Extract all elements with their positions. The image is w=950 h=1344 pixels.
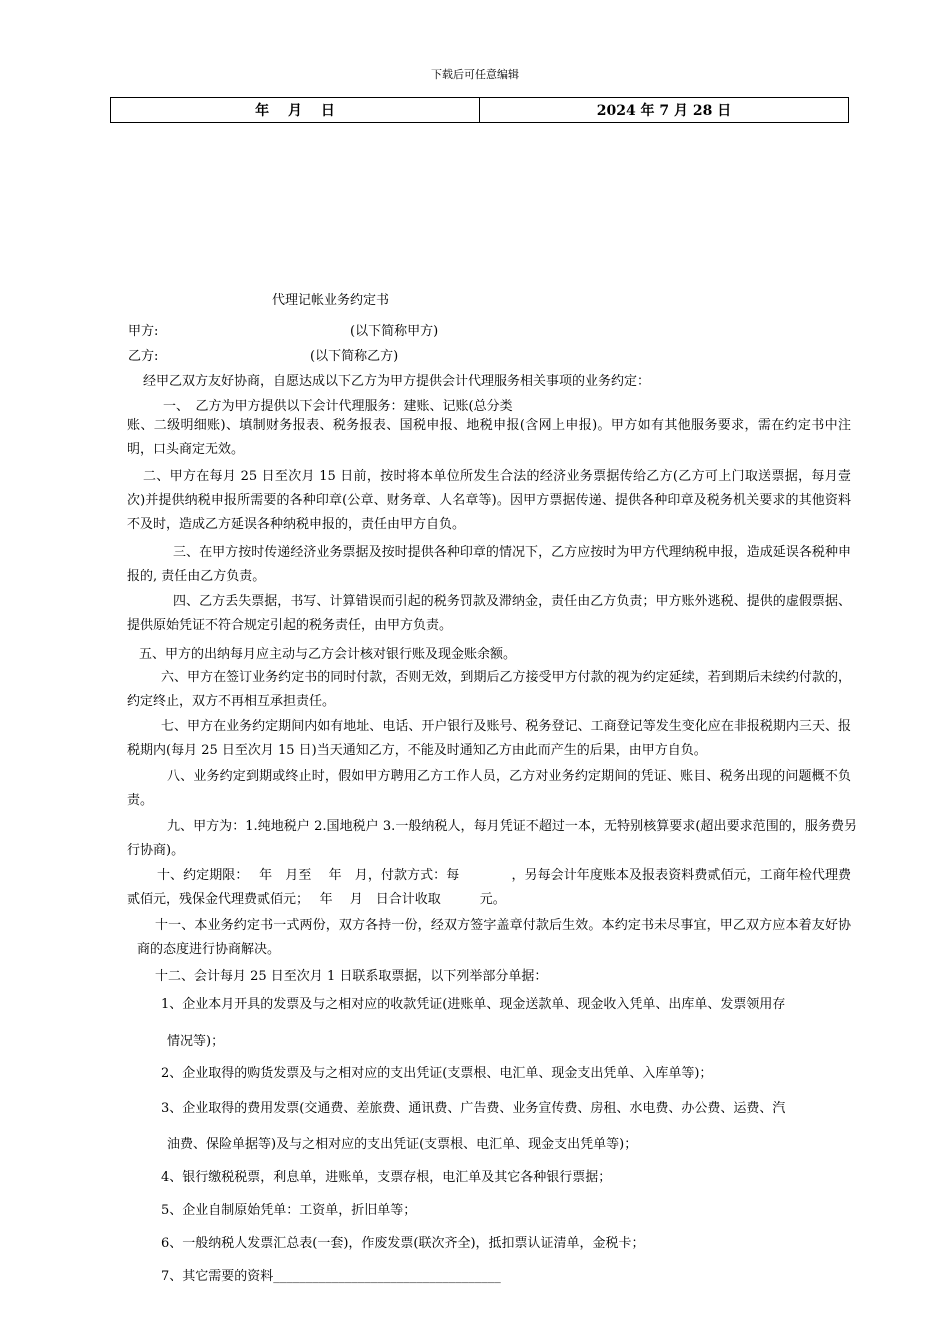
clause-10: 十、约定期限： 年 月至 年 月，付款方式：每 ，另每会计年度账本及报表资料费贰佰元，工商年检代理费贰佰元，残保金代理费贰佰元； 年 月 日合计收取 元。	[127, 868, 851, 907]
clause-12: 十二、会计每月 25 日至次月 1 日联系取票据，以下列举部分单据：	[155, 969, 548, 984]
clause-7: 七、甲方在业务约定期间内如有地址、电话、开户银行及账号、税务登记、工商登记等发生变化应在非报税期内三天、报税期内(每月 25 日至次月 15 日)当天通知乙方，不能及时通知乙方由此而产生的后果，由甲方自负。	[127, 719, 851, 758]
clause-5: 五、甲方的出纳每月应主动与乙方会计核对银行账及现金账余额。	[139, 647, 517, 662]
item-3-line-2: 油费、保险单据等)及与之相对应的支出凭证(支票根、电汇单、现金支出凭单等)；	[167, 1137, 638, 1152]
intro-text: 经甲乙双方友好协商，自愿达成以下乙方为甲方提供会计代理服务相关事项的业务约定：	[143, 374, 651, 389]
item-2: 2、企业取得的购货发票及与之相对应的支出凭证(支票根、电汇单、现金支出凭单、入库单等)；	[161, 1066, 713, 1081]
clause-6: 六、甲方在签订业务约定书的同时付款，否则无效，到期后乙方接受甲方付款的视为约定延续，若到期后未续约付款的，约定终止，双方不再相互承担责任。	[127, 670, 851, 709]
item-5: 5、企业自制原始凭单：工资单，折旧单等；	[161, 1203, 417, 1218]
date-table	[110, 97, 849, 123]
clause-9: 九、甲方为：1.纯地税户 2.国地税户 3.一般纳税人，每月凭证不超过一本，无特别核算要求(超出要求范围的，服务费另行协商)。	[127, 819, 857, 858]
item-1-line-2: 情况等)；	[167, 1034, 225, 1049]
page-header-note: 下载后可任意编辑	[431, 68, 519, 81]
item-6: 6、一般纳税人发票汇总表(一套)，作废发票(联次齐全)，抵扣票认证清单，金税卡；	[161, 1236, 645, 1251]
clause-11: 十一、本业务约定书一式两份，双方各持一份，经双方签字盖章付款后生效。本约定书未尽事宜，甲乙双方应本着友好协商的态度进行协商解决。	[137, 918, 851, 957]
clause-3: 三、在甲方按时传递经济业务票据及按时提供各种印章的情况下，乙方应按时为甲方代理纳税申报，造成延误各税种申报的, 责任由乙方负责。	[127, 545, 851, 584]
item-1-line-1: 1、企业本月开具的发票及与之相对应的收款凭证(进账单、现金送款单、现金收入凭单、出库单、发票领用存	[161, 997, 786, 1012]
party-b-label: 乙方:	[128, 349, 159, 364]
clause-1-rest: 账、二级明细账)、填制财务报表、税务报表、国税申报、地税申报(含网上申报)。甲方如有其他服务要求，需在约定书中注明，口头商定无效。	[127, 418, 851, 457]
date-cell-blank: 年 月 日	[255, 103, 335, 119]
clause-2: 二、甲方在每月 25 日至次月 15 日前，按时将本单位所发生合法的经济业务票据传给乙方(乙方可上门取送票据，每月壹次)并提供纳税申报所需要的各种印章(公章、财务章、人名章等)。因甲方票据传递、提供各种印章及税务机关要求的其他资料不及时，造成乙方延误各种纳税申报的，责任由甲方自负。	[127, 469, 851, 532]
party-a-label: 甲方:	[128, 324, 159, 339]
clause-1-line-1: 一、 乙方为甲方提供以下会计代理服务：建账、记账(总分类	[163, 399, 513, 414]
party-b-suffix: (以下简称乙方)	[310, 349, 399, 364]
item-7: 7、其它需要的资料___________________________________	[161, 1269, 501, 1284]
item-4: 4、银行缴税税票，利息单，进账单，支票存根，电汇单及其它各种银行票据；	[161, 1170, 612, 1185]
date-cell-filled: 2024 年 7 月 28 日	[479, 98, 848, 122]
clause-4: 四、乙方丢失票据，书写、计算错误而引起的税务罚款及滞纳金，责任由乙方负责；甲方账外逃税、提供的虚假票据、提供原始凭证不符合规定引起的税务责任，由甲方负责。	[127, 594, 851, 633]
item-3-line-1: 3、企业取得的费用发票(交通费、差旅费、通讯费、广告费、业务宣传费、房租、水电费、办公费、运费、汽	[161, 1101, 786, 1116]
document-title: 代理记帐业务约定书	[272, 293, 390, 308]
party-a-suffix: (以下简称甲方)	[350, 324, 439, 339]
clause-8: 八、业务约定到期或终止时，假如甲方聘用乙方工作人员，乙方对业务约定期间的凭证、账目、税务出现的问题概不负责。	[127, 769, 851, 808]
